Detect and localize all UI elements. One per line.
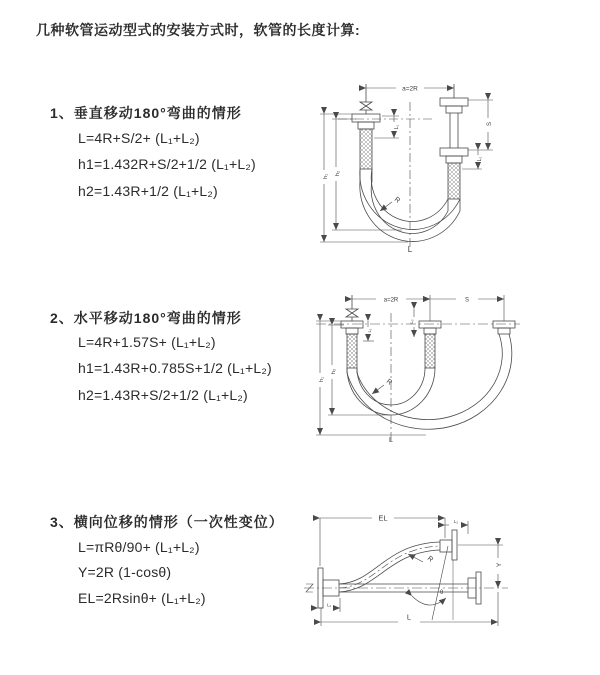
diagram-vertical-180-bend — [312, 72, 552, 254]
section-2-formula-L: L=4R+1.57S+ (L₁+L₂) — [78, 334, 216, 350]
dimension-lines — [320, 85, 493, 242]
diagram-horizontal-180-bend-svg — [308, 285, 566, 445]
dim-label-h1: h₁ — [319, 377, 325, 382]
dim-label-h2: h₂ — [335, 170, 341, 177]
curved-hose — [339, 542, 440, 592]
dim-label-l: L — [406, 612, 412, 622]
dim-label-l: L — [389, 437, 393, 444]
dim-label-l1: L₁ — [394, 124, 400, 130]
dim-label-h1: h₁ — [323, 174, 329, 179]
right-pipe-fitting — [440, 84, 468, 199]
section-2-heading: 2、水平移动180°弯曲的情形 — [50, 310, 242, 326]
section-1-heading: 1、垂直移动180°弯曲的情形 — [50, 105, 242, 121]
dimension-lines — [316, 295, 504, 435]
diagram-vertical-180-bend-svg — [312, 72, 552, 254]
top-flange-fitting — [440, 530, 457, 560]
dim-label-theta: θ — [440, 590, 444, 596]
left-pipe-fitting — [352, 114, 380, 169]
dim-label-s: S — [487, 121, 493, 127]
page-title: 几种软管运动型式的安装方式时，软管的长度计算: — [36, 22, 361, 38]
diagram-horizontal-180-bend — [308, 285, 566, 445]
diagram-lateral-displacement-svg — [296, 500, 564, 642]
section-1-formula-L: L=4R+S/2+ (L₁+L₂) — [78, 130, 200, 146]
section-3-formula-L: L=πRθ/90+ (L₁+L₂) — [78, 539, 200, 555]
dim-label-r: R — [425, 555, 435, 564]
right-pipe-fitting — [493, 321, 515, 334]
dim-label-a2r: a=2R — [402, 85, 418, 93]
dim-label-l2: L₂ — [453, 519, 459, 524]
section-2-formula-h2: h2=1.43R+S/2+1/2 (L₁+L₂) — [78, 387, 248, 403]
dimension-lines — [318, 518, 503, 626]
dim-label-r: R — [384, 378, 394, 387]
dim-label-a2r: a=2R — [383, 297, 399, 304]
construction-slant — [432, 546, 448, 620]
dim-label-l1: L₁ — [367, 328, 372, 333]
dim-label-l2: L₂ — [409, 319, 414, 324]
section-3-heading: 3、横向位移的情形（一次性变位） — [50, 514, 284, 530]
dim-label-h2: h₂ — [331, 368, 337, 375]
dim-label-l1: L₁ — [326, 602, 332, 608]
dim-label-l: L — [407, 245, 413, 254]
dim-label-y: Y — [496, 562, 503, 568]
section-1-formula-h1: h1=1.432R+S/2+1/2 (L₁+L₂) — [78, 156, 256, 172]
dim-label-r: R — [392, 196, 402, 205]
valve-icon — [360, 84, 372, 114]
section-2-formula-h1: h1=1.43R+0.785S+1/2 (L₁+L₂) — [78, 360, 272, 376]
diagram-lateral-displacement — [296, 500, 564, 642]
section-1-formula-h2: h2=1.43R+1/2 (L₁+L₂) — [78, 183, 218, 199]
left-pipe-fitting — [341, 321, 363, 368]
middle-pipe-fitting — [419, 321, 441, 368]
dim-label-s: S — [464, 297, 470, 304]
section-3-formula-EL: EL=2Rsinθ+ (L₁+L₂) — [78, 590, 206, 606]
section-3-formula-Y: Y=2R (1-cosθ) — [78, 564, 172, 580]
dim-label-l2: L₂ — [477, 156, 483, 162]
dim-label-el: EL — [378, 513, 388, 523]
